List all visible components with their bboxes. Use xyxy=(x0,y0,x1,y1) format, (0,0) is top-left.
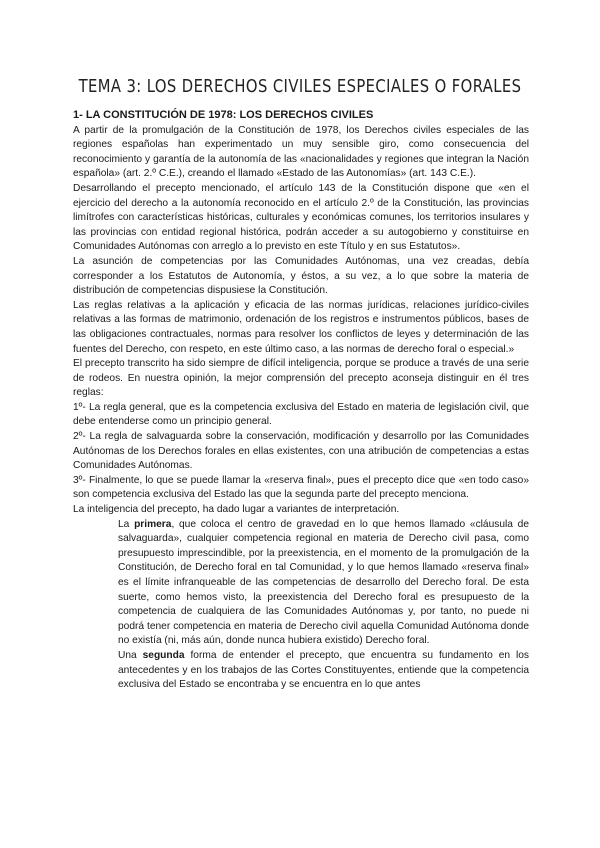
text-run: Una xyxy=(118,649,143,661)
rule-2: 2º- La regla de salvaguarda sobre la conservación, modificación y desarrollo por las Comunidades Autónomas de los Derechos forales en ellas existentes, con una atribución de competencias a estas Comunidades Autónomas. xyxy=(73,431,529,472)
paragraph: La asunción de competencias por las Comunidades Autónomas, una vez creadas, debía corresponder a los Estatutos de Autonomía, y éstos, a su vez, a lo que sobre la materia de distribución de competencias dispusiese la Constitución. xyxy=(73,255,529,297)
paragraph: Desarrollando el precepto mencionado, el artículo 143 de la Constitución dispone que «en el ejercicio del derecho a la autonomía reconocido en el artículo 2.º de la Constitución, las provincias limítrofes con características históricas, culturales y económicas comunes, los territorios insulares y las provincias con entidad regional histórica, podrán acceder a su autogobierno y constituirse en Comunidades Autónomas con arreglo a lo previsto en este Título y en sus Estatutos». xyxy=(73,182,529,253)
text-run: forma de entender el precepto, que encuentra su fundamento en los antecedentes y en los trabajos de las Cortes Constituyentes, entiende que la competencia exclusiva del Estado se encontraba y se encuentra en lo que antes xyxy=(118,649,529,691)
document-body xyxy=(73,108,529,693)
text-run: La xyxy=(118,518,135,530)
section-heading: 1- LA CONSTITUCIÓN DE 1978: LOS DERECHOS CIVILES xyxy=(73,109,374,121)
bold-term: primera xyxy=(134,518,172,530)
rule-3: 3º- Finalmente, lo que se puede llamar la «reserva final», pues el precepto dice que «en todo caso» son competencia exclusiva del Estado las que la segunda parte del precepto menciona. xyxy=(73,474,529,501)
rule-1: 1º- La regla general, que es la competencia exclusiva del Estado en materia de legislación civil, que debe entenderse como un principio general. xyxy=(73,401,529,428)
interpretation-first xyxy=(73,518,529,649)
paragraph: A partir de la promulgación de la Constitución de 1978, los Derechos civiles especiales de las regiones españolas han experimentado un muy sensible giro, como consecuencia del reconocimiento y garantía de la autonomía de las «nacionalidades y regiones que integran la Nación española» (art. 2.º C.E.), creando el llamado «Estado de las Autonomías» (art. 143 C.E.). xyxy=(73,124,529,180)
page-title: TEMA 3: LOS DERECHOS CIVILES ESPECIALES O FORALES xyxy=(78,76,522,97)
text-run: , que coloca el centro de gravedad en lo que hemos llamado «cláusula de salvaguarda», cualquier competencia regional en materia de Derecho civil pasa, como presupuesto imprescindible, por la preexistencia, en el momento de la promulgación de la Constitución, de Derecho foral en tal Comunidad, y lo que hemos llamado «reserva final» es el límite infranqueable de las competencias de desarrollo del Derecho foral. De esta suerte, como hemos visto, la preexistencia del Derecho foral es presupuesto de la competencia de cualquiera de las Comunidades Autónomas y, por tanto, no puede ni podrá tener competencia en materia de Derecho civil aquella Comunidad Autónoma donde no existía (ni, más aún, donde nunca hubiera existido) Derecho foral. xyxy=(118,518,530,647)
paragraph: Las reglas relativas a la aplicación y eficacia de las normas jurídicas, relaciones jurídico-civiles relativas a las formas de matrimonio, ordenación de los registros e instrumentos públicos, bases de las obligaciones contractuales, normas para resolver los conflictos de leyes y determinación de las fuentes del Derecho, con respeto, en este último caso, a las normas de derecho foral o especial.» xyxy=(73,299,529,355)
paragraph: La inteligencia del precepto, ha dado lugar a variantes de interpretación. xyxy=(73,504,400,516)
bold-term: segunda xyxy=(142,649,185,661)
interpretation-second xyxy=(73,649,529,693)
paragraph: El precepto transcrito ha sido siempre de difícil inteligencia, porque se produce a través de una serie de rodeos. En nuestra opinión, la mejor comprensión del precepto aconseja distinguir en él tres reglas: xyxy=(73,358,529,399)
